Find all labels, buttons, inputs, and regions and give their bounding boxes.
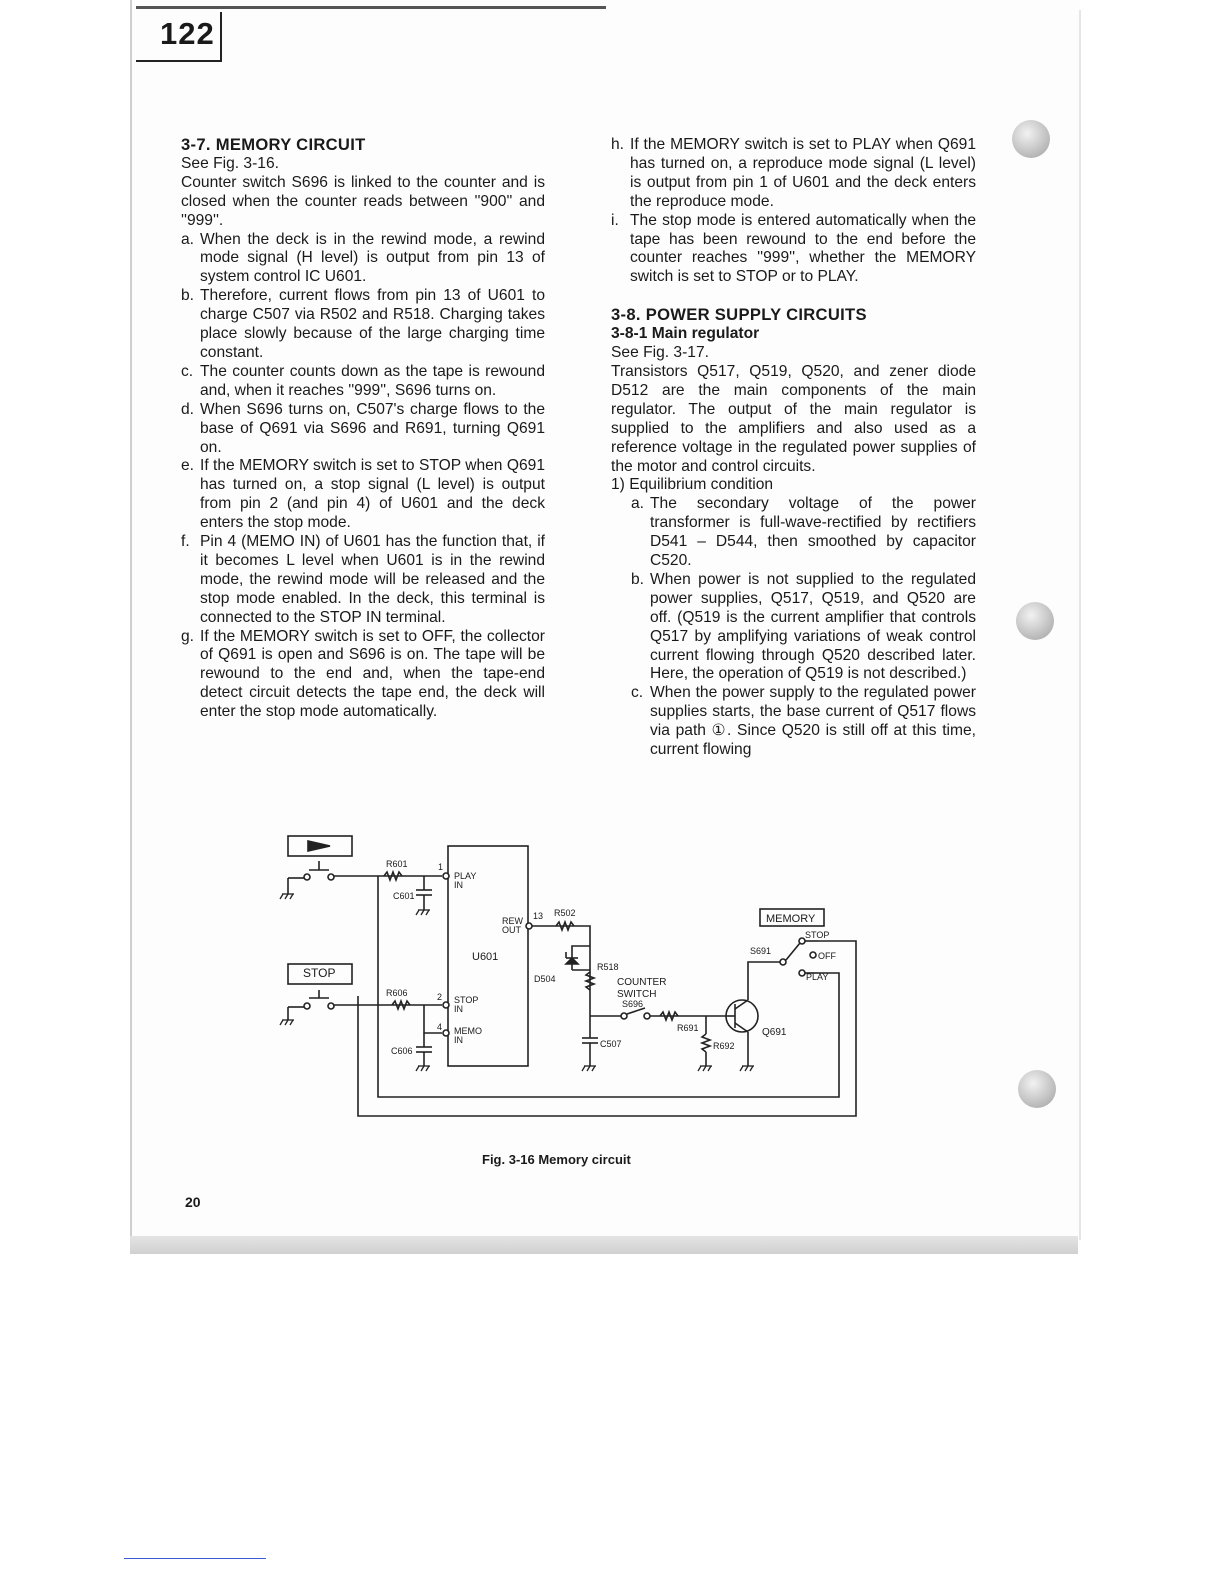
- see-figure: See Fig. 3-16.: [181, 154, 279, 172]
- item-text: Therefore, current flows from pin 13 of U601 to charge C507 via R502 and R518. Charging takes place slowly because of the large charging time constant.: [200, 287, 545, 361]
- see-figure: See Fig. 3-17.: [611, 344, 709, 362]
- r518-label: R518: [597, 962, 619, 972]
- memory-stop-label: STOP: [805, 930, 830, 940]
- pin-stop-label: STOP: [454, 995, 479, 1005]
- s696-label: S696: [622, 999, 644, 1009]
- memory-off-label: OFF: [818, 951, 836, 961]
- section-heading-memory: 3-7. MEMORY CIRCUIT: [181, 135, 366, 154]
- item-text: When S696 turns on, C507's charge flows to the base of Q691 via S696 and R691, turning Q691 on.: [200, 400, 545, 456]
- stop-button-label: STOP: [303, 966, 336, 980]
- pin4-label: 4: [437, 1022, 443, 1032]
- switch-label: SWITCH: [617, 989, 657, 1000]
- figure-caption: Fig. 3-16 Memory circuit: [482, 1152, 631, 1167]
- c507-label: C507: [600, 1039, 622, 1049]
- c601-label: C601: [393, 891, 415, 901]
- item-label: c.: [631, 684, 644, 702]
- r691-label: R691: [677, 1023, 699, 1033]
- item-label: f.: [181, 533, 190, 551]
- ic-label: U601: [472, 951, 499, 963]
- pin-rew-label: REW: [502, 916, 523, 926]
- item-label: a.: [181, 230, 195, 248]
- item-label: g.: [181, 627, 195, 645]
- item-text: When the power supply to the regulated power supplies starts, the base current of Q517 flows via path ①. Since Q520 is still off at this time, current flowing: [650, 684, 976, 759]
- item-text: Pin 4 (MEMO IN) of U601 has the function that, if it becomes L level when U601 is in the rewind mode, the rewind mode will be released and the stop mode enabled. In the deck, this terminal is connected to the STOP IN terminal.: [200, 533, 545, 626]
- page-number: 122: [160, 16, 215, 51]
- item-text: When the deck is in the rewind mode, a rewind mode signal (H level) is output from pin 13 of system control IC U601.: [200, 230, 545, 286]
- r692-label: R692: [713, 1041, 735, 1051]
- c606-label: C606: [391, 1046, 413, 1056]
- section-heading-power: 3-8. POWER SUPPLY CIRCUITS: [611, 305, 867, 325]
- binder-hole: [1018, 1070, 1056, 1108]
- footer-page-number: 20: [185, 1194, 201, 1210]
- item-label: b.: [631, 570, 645, 588]
- q691-label: Q691: [762, 1027, 787, 1038]
- pin2-label: 2: [437, 992, 443, 1002]
- subsection-heading: 3-8-1 Main regulator: [611, 325, 760, 343]
- s691-label: S691: [750, 946, 772, 956]
- list-title: 1) Equilibrium condition: [611, 476, 774, 494]
- item-text: If the MEMORY switch is set to STOP when Q691 has turned on, a stop signal (L level) is output from pin 2 (and pin 4) of U601 and the deck enters the stop mode.: [200, 457, 545, 532]
- item-text: The counter counts down as the tape is rewound and, when it reaches ''999'', S696 turns on.: [200, 362, 545, 399]
- pin-stop-in-label: IN: [454, 1004, 463, 1014]
- pin-memo-in-label: IN: [454, 1035, 463, 1045]
- intro-paragraph: Counter switch S696 is linked to the counter and is closed when the counter reads between ''900'' and ''999''.: [181, 173, 545, 229]
- r601-label: R601: [386, 859, 408, 869]
- d504-label: D504: [534, 974, 556, 984]
- memory-switch-label: MEMORY: [766, 913, 816, 925]
- intro-paragraph: Transistors Q517, Q519, Q520, and zener diode D512 are the main components of the main regulator. The output of the main regulator is supplied to the amplifiers and also used as a reference voltage in the regulated power supplies of the motor and control circuits.: [611, 362, 976, 475]
- pin-rew-out-label: OUT: [502, 925, 521, 935]
- pin1-label: 1: [438, 862, 444, 872]
- binder-hole: [1016, 602, 1054, 640]
- memory-play-label: PLAY: [806, 972, 829, 982]
- pin-memo-label: MEMO: [454, 1026, 482, 1036]
- item-text: If the MEMORY switch is set to OFF, the collector of Q691 is open and S696 is on. The tape will be rewound to the end and, when the tape-end detect circuit detects the tape end, the deck will enter the stop mode automatically.: [200, 627, 545, 721]
- item-label: h.: [611, 136, 625, 153]
- item-text: If the MEMORY switch is set to PLAY when Q691 has turned on, a reproduce mode signal (L level) is output from pin 1 of U601 and the deck enters the reproduce mode.: [630, 136, 976, 210]
- r502-label: R502: [554, 908, 576, 918]
- item-text: The secondary voltage of the power transformer is full-wave-rectified by rectifiers D541 – D544, then smoothed by capacitor C520.: [650, 495, 976, 570]
- item-text: When power is not supplied to the regulated power supplies, Q517, Q519, and Q520 are off. (Q519 is the current amplifier that controls Q517 by amplifying variations of weak control current flowing through Q520 described later. Here, the operation of Q519 is not described.): [650, 570, 976, 683]
- item-label: c.: [181, 362, 194, 380]
- counter-label: COUNTER: [617, 977, 667, 988]
- pin13-label: 13: [533, 911, 544, 921]
- item-label: a.: [631, 495, 645, 513]
- item-text: The stop mode is entered automatically when the tape has been rewound to the end before the counter reaches ''999'', whether the MEMORY switch is set to STOP or to PLAY.: [630, 211, 976, 286]
- item-label: d.: [181, 400, 195, 418]
- pin-play-label: PLAY: [454, 871, 477, 881]
- link-underline: [124, 1558, 266, 1559]
- binder-hole: [1012, 120, 1050, 158]
- item-label: i.: [611, 211, 619, 229]
- r606-label: R606: [386, 988, 408, 998]
- item-label: b.: [181, 287, 195, 305]
- pin-play-in-label: IN: [454, 880, 463, 890]
- item-label: e.: [181, 457, 195, 475]
